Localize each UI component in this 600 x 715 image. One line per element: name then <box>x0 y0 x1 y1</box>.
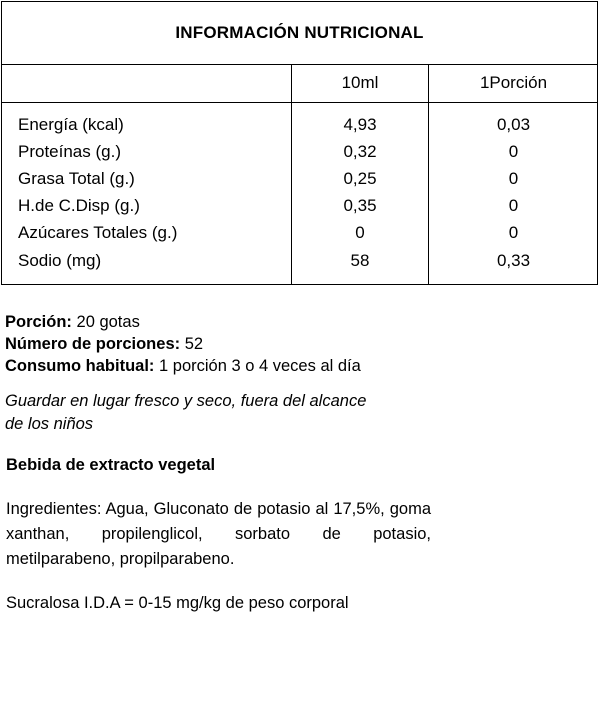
portion-label: Porción: <box>5 313 72 331</box>
sucralose-note: Sucralosa I.D.A = 0-15 mg/kg de peso corporal <box>6 594 349 612</box>
portion-line <box>5 311 140 333</box>
column-header-portion: 1Porción <box>479 73 548 92</box>
table-row <box>2 138 597 165</box>
row-value-portion: 0 <box>508 196 519 215</box>
row-label: Grasa Total (g.) <box>18 169 135 188</box>
table-title: INFORMACIÓN NUTRICIONAL <box>2 2 597 65</box>
row-value-10ml: 0 <box>355 223 365 242</box>
consumption-line <box>5 355 361 377</box>
row-label: H.de C.Disp (g.) <box>18 196 140 215</box>
table-row <box>2 247 597 274</box>
row-value-portion: 0 <box>508 142 519 161</box>
row-value-portion: 0 <box>508 169 519 188</box>
row-value-portion: 0 <box>508 223 519 242</box>
table-body <box>2 103 597 285</box>
row-value-10ml: 58 <box>350 251 370 270</box>
row-value-10ml: 0,35 <box>343 196 377 215</box>
row-label: Sodio (mg) <box>18 251 102 270</box>
consumption-label: Consumo habitual: <box>5 357 155 375</box>
nutrition-table <box>1 1 598 285</box>
consumption-value: 1 porción 3 o 4 veces al día <box>159 357 361 375</box>
portion-count-line <box>5 333 203 355</box>
row-label: Energía (kcal) <box>18 115 124 134</box>
table-row <box>2 111 597 138</box>
row-value-portion: 0,33 <box>496 251 531 270</box>
table-row <box>2 219 597 246</box>
portion-count-value: 52 <box>184 335 204 353</box>
row-value-10ml: 0,25 <box>343 169 377 188</box>
storage-note: Guardar en lugar fresco y seco, fuera del alcance de los niños <box>5 392 367 433</box>
portion-value: 20 gotas <box>76 313 140 331</box>
table-row <box>2 192 597 219</box>
product-name: Bebida de extracto vegetal <box>6 456 216 474</box>
row-value-10ml: 0,32 <box>343 142 377 161</box>
row-label: Azúcares Totales (g.) <box>18 223 178 242</box>
row-value-portion: 0,03 <box>496 115 531 134</box>
portion-count-label: Número de porciones: <box>5 335 181 353</box>
column-header-10ml: 10ml <box>341 73 379 92</box>
row-label: Proteínas (g.) <box>18 142 121 161</box>
table-header-row <box>2 64 597 103</box>
table-row <box>2 165 597 192</box>
row-value-10ml: 4,93 <box>343 115 377 134</box>
ingredients-text: Ingredientes: Agua, Gluconato de potasio al 17,5%, goma xanthan, propilenglicol, sorbato de potasio, metilparabeno, propilparabeno. <box>6 500 431 568</box>
